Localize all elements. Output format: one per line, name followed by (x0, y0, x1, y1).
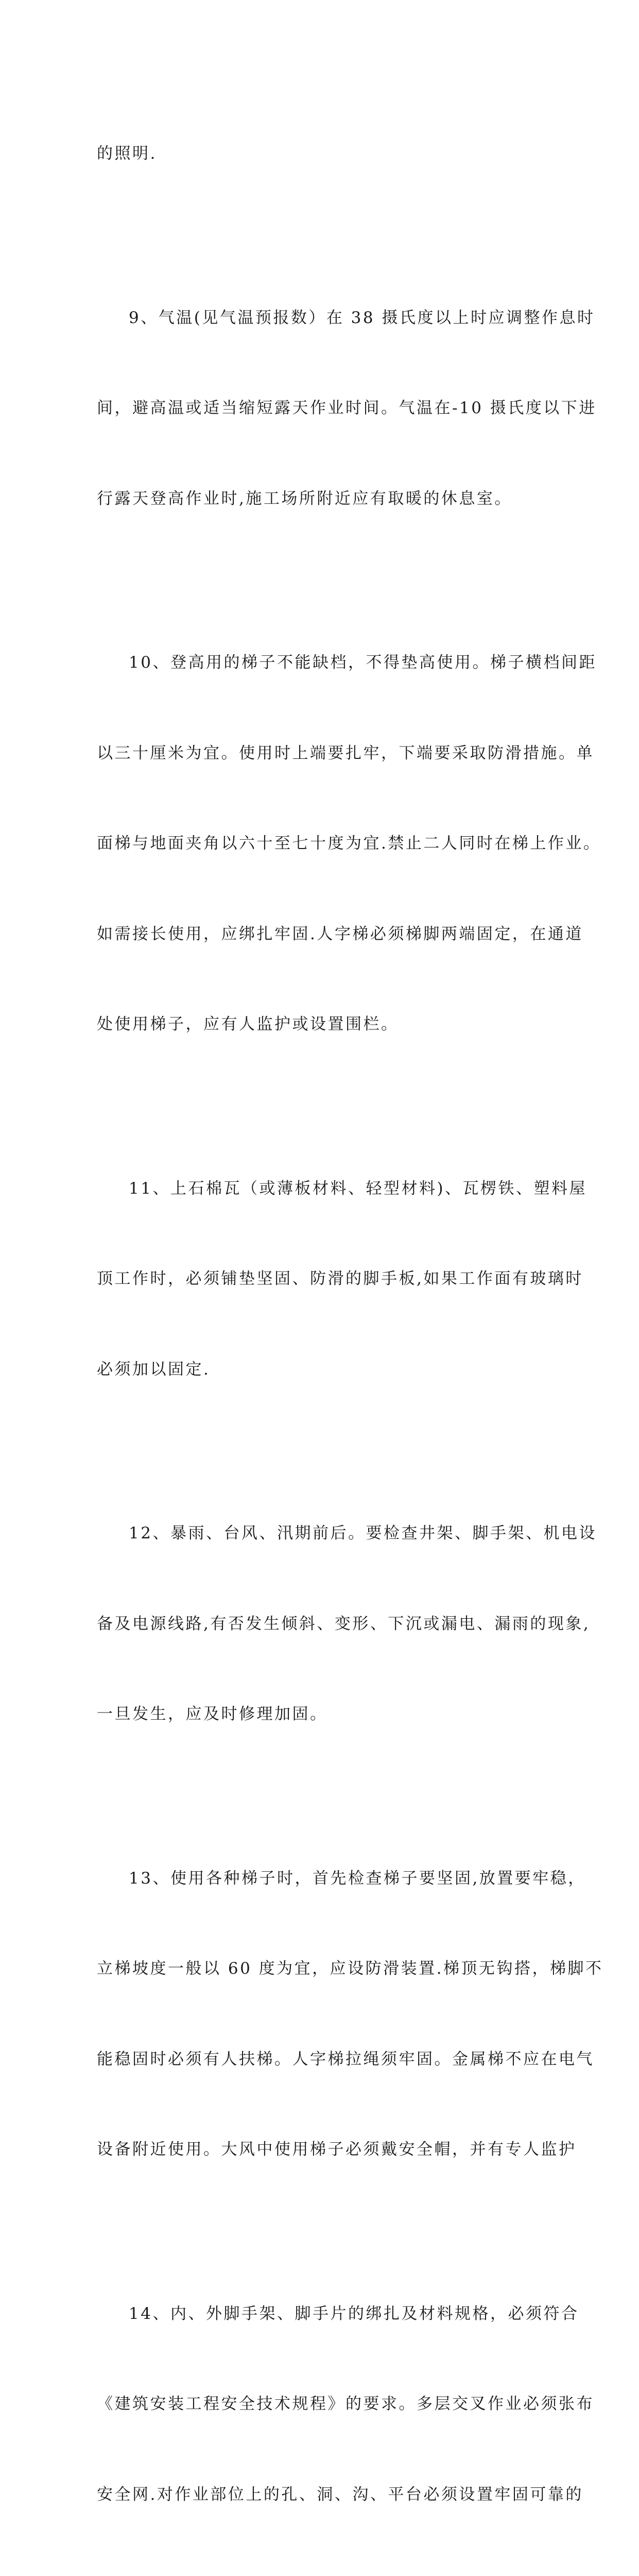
text-line: 备及电源线路,有否发生倾斜、变形、下沉或漏电、漏雨的现象, (97, 1609, 547, 1639)
text-line: 9、气温(见气温预报数）在 38 摄氏度以上时应调整作息时 (97, 303, 547, 333)
text-line: 面梯与地面夹角以六十至七十度为宜.禁止二人同时在梯上作业。 (97, 828, 547, 859)
text-line: 处使用梯子，应有人监护或设置围栏。 (97, 1009, 547, 1040)
text-line: 设备附近使用。大风中使用梯子必须戴安全帽，并有专人监护 (97, 2134, 547, 2165)
text-line: 顶工作时，必须铺垫坚固、防滑的脚手板,如果工作面有玻璃时 (97, 1264, 547, 1294)
text-line: 11、上石棉瓦（或薄板材料、轻型材料)、瓦楞铁、塑料屋 (97, 1174, 547, 1204)
text-line (97, 2570, 547, 2576)
text-line: 必须加以固定. (97, 1354, 547, 1385)
text-line: 12、暴雨、台风、汛期前后。要检查井架、脚手架、机电设 (97, 1518, 547, 1549)
paragraph-item-12 (97, 1458, 547, 1790)
text-line: 安全网.对作业部位上的孔、洞、沟、平台必须设置牢固可靠的 (97, 2480, 547, 2510)
text-line: 能稳固时必须有人扶梯。人字梯拉绳须牢固。金属梯不应在电气 (97, 2044, 547, 2075)
paragraph-item-13 (97, 1803, 547, 2225)
paragraph-item-10 (97, 587, 547, 1100)
text-line: 行露天登高作业时,施工场所附近应有取暖的休息室。 (97, 484, 547, 514)
text-line: 立梯坡度一般以 60 度为宜，应设防滑装置.梯顶无钩搭，梯脚不 (97, 1954, 547, 1984)
text-line: 14、内、外脚手架、脚手片的绑扎及材料规格，必须符合 (97, 2299, 547, 2329)
text-line: 《建筑安装工程安全技术规程》的要求。多层交叉作业必须张布 (97, 2389, 547, 2419)
text-line: 10、登高用的梯子不能缺档，不得垫高使用。梯子横档间距 (97, 648, 547, 678)
paragraph-item-9 (97, 243, 547, 574)
text-line: 的照明. (97, 139, 547, 169)
document-body (97, 78, 547, 2576)
text-line: 一旦发生，应及时修理加固。 (97, 1699, 547, 1730)
paragraph-continuation (97, 78, 547, 229)
text-line: 如需接长使用，应绑扎牢固.人字梯必须梯脚两端固定，在通道 (97, 919, 547, 950)
text-line: 13、使用各种梯子时，首先检查梯子要坚固,放置要牢稳， (97, 1863, 547, 1894)
document-page (0, 0, 639, 904)
text-line: 以三十厘米为宜。使用时上端要扎牢，下端要采取防滑措施。单 (97, 738, 547, 769)
paragraph-item-14 (97, 2239, 547, 2576)
paragraph-item-11 (97, 1113, 547, 1445)
text-line: 间，避高温或适当缩短露天作业时间。气温在-10 摄氏度以下进 (97, 393, 547, 423)
